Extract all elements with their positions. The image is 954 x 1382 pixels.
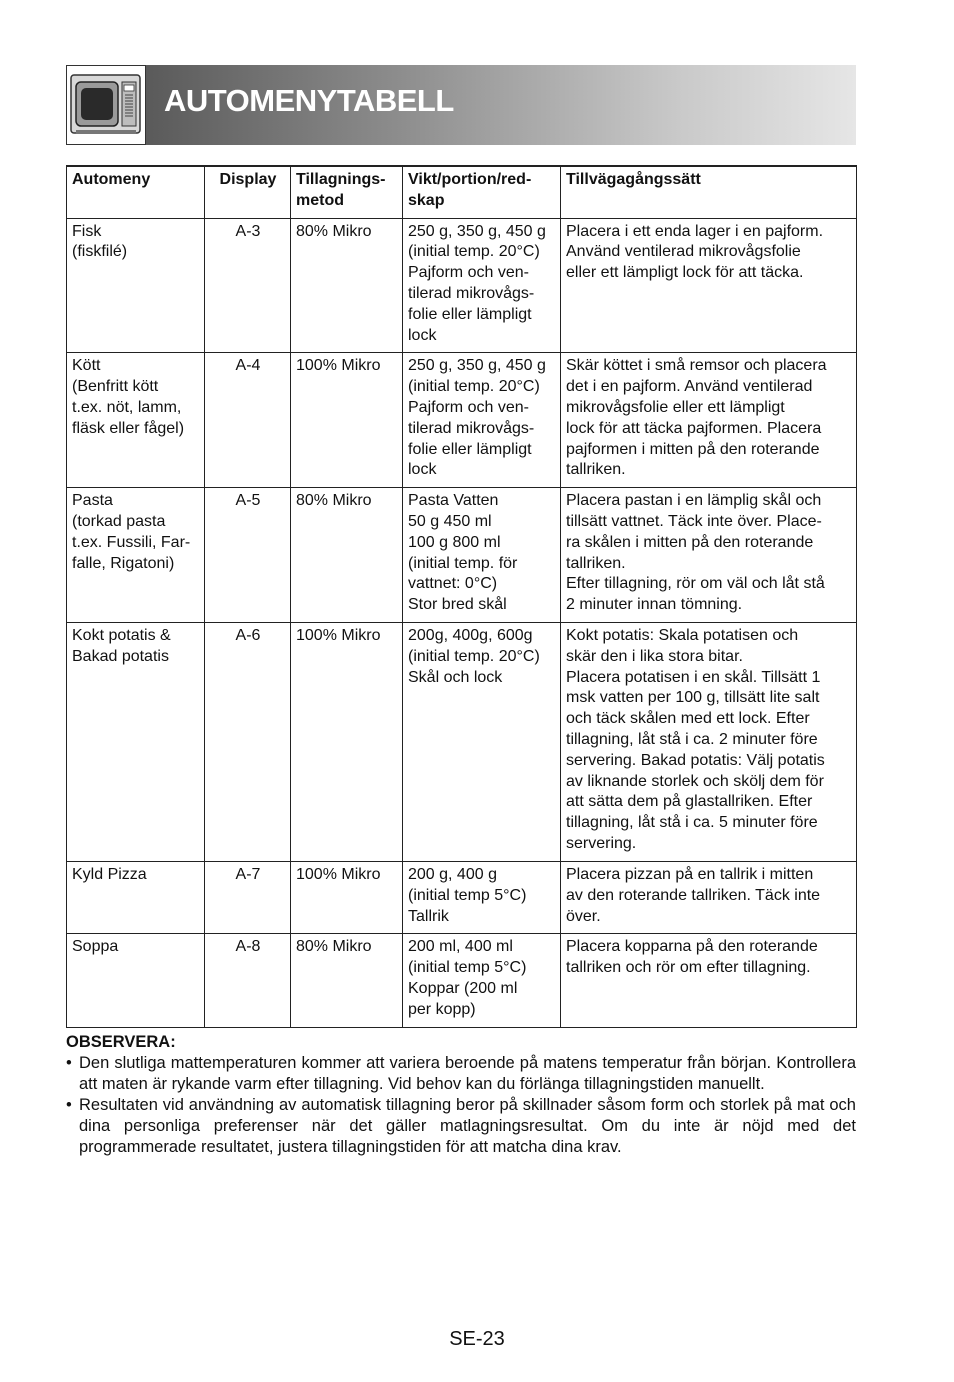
table-row xyxy=(67,488,857,623)
table-row xyxy=(67,353,857,488)
cell-display: A-6 xyxy=(205,622,291,861)
list-item xyxy=(66,1053,856,1095)
cell-menu: Kokt potatis & Bakad potatis xyxy=(67,622,205,861)
cell-display: A-7 xyxy=(205,861,291,933)
section-header xyxy=(66,65,856,145)
cell-procedure: Skär köttet i små remsor och placera det i en pajform. Använd ventilerad mikrovågsfolie eller ett lämpligt lock för att täcka pajformen. Placera pajformen i mitten på den roterande tallriken. xyxy=(561,353,857,488)
cell-weight: 250 g, 350 g, 450 g (initial temp. 20°C) Pajform och ven- tilerad mikrovågs- folie eller lämpligt lock xyxy=(403,218,561,353)
cell-display: A-4 xyxy=(205,353,291,488)
auto-menu-table xyxy=(66,165,857,1028)
notes-list xyxy=(66,1053,856,1158)
cell-method: 100% Mikro xyxy=(291,353,403,488)
cell-procedure: Placera pastan i en lämplig skål och tillsätt vattnet. Täck inte över. Place- ra skålen i mitten på den roterande tallriken. Efter tillagning, rör om väl och låt stå 2 minuter innan tömning. xyxy=(561,488,857,623)
cell-weight: 200 g, 400 g (initial temp 5°C) Tallrik xyxy=(403,861,561,933)
cell-method: 100% Mikro xyxy=(291,622,403,861)
note-text: Den slutliga mattemperaturen kommer att variera beroende på matens temperatur från början. Kontrollera att maten är rykande varm efter tillagning. Vid behov kan du förlänga tillagningstiden manuellt. xyxy=(79,1054,856,1093)
cell-method: 80% Mikro xyxy=(291,488,403,623)
table-row xyxy=(67,218,857,353)
bullet-icon: • xyxy=(66,1054,72,1072)
header-menu: Automeny xyxy=(67,166,205,218)
cell-menu: Soppa xyxy=(67,934,205,1027)
header-method: Tillagnings- metod xyxy=(291,166,403,218)
note-text: Resultaten vid användning av automatisk tillagning beror på skillnader såsom form och storlek på mat och dina personliga preferenser när det gäller matlagningsresultat. Om du inte är nöjd med det programmerade resultatet, justera tillagningstiden för att matcha dina krav. xyxy=(79,1096,856,1156)
table-header-row xyxy=(67,166,857,218)
cell-procedure: Placera kopparna på den roterande tallriken och rör om efter tillagning. xyxy=(561,934,857,1027)
table-row xyxy=(67,934,857,1027)
cell-method: 100% Mikro xyxy=(291,861,403,933)
notes-section xyxy=(66,1032,856,1158)
cell-display: A-3 xyxy=(205,218,291,353)
cell-procedure: Placera i ett enda lager i en pajform. Använd ventilerad mikrovågsfolie eller ett lämpligt lock för att täcka. xyxy=(561,218,857,353)
cell-method: 80% Mikro xyxy=(291,218,403,353)
bullet-icon: • xyxy=(66,1096,72,1114)
table-row xyxy=(67,622,857,861)
cell-display: A-5 xyxy=(205,488,291,623)
cell-weight: 200g, 400g, 600g (initial temp. 20°C) Skål och lock xyxy=(403,622,561,861)
page-title: AUTOMENYTABELL xyxy=(164,83,454,118)
page-number: SE-23 xyxy=(449,1328,505,1350)
table-row xyxy=(67,861,857,933)
cell-menu: Kyld Pizza xyxy=(67,861,205,933)
header-display: Display xyxy=(205,166,291,218)
notes-heading: OBSERVERA: xyxy=(66,1033,176,1051)
cell-menu: Pasta (torkad pasta t.ex. Fussili, Far- falle, Rigatoni) xyxy=(67,488,205,623)
cell-display: A-8 xyxy=(205,934,291,1027)
cell-menu: Fisk (fiskfilé) xyxy=(67,218,205,353)
cell-menu: Kött (Benfritt kött t.ex. nöt, lamm, fläsk eller fågel) xyxy=(67,353,205,488)
cell-procedure: Kokt potatis: Skala potatisen och skär den i lika stora bitar. Placera potatisen i en skål. Tillsätt 1 msk vatten per 100 g, tillsätt lite salt och täck skålen med ett lock. Efter tillagning, låt stå i ca. 2 minuter före servering. Bakad potatis: Välj potatis av liknande storlek och skölj dem för att sätta dem på glastallriken. Efter tillagning, låt stå i ca. 5 minuter före servering. xyxy=(561,622,857,861)
cell-weight: 200 ml, 400 ml (initial temp 5°C) Koppar (200 ml per kopp) xyxy=(403,934,561,1027)
header-weight: Vikt/portion/red- skap xyxy=(403,166,561,218)
cell-weight: 250 g, 350 g, 450 g (initial temp. 20°C) Pajform och ven- tilerad mikrovågs- folie eller lämpligt lock xyxy=(403,353,561,488)
list-item xyxy=(66,1095,856,1158)
cell-weight: Pasta Vatten 50 g 450 ml 100 g 800 ml (initial temp. för vattnet: 0°C) Stor bred skål xyxy=(403,488,561,623)
header-banner xyxy=(146,65,856,145)
header-procedure: Tillvägagångssätt xyxy=(561,166,857,218)
cell-procedure: Placera pizzan på en tallrik i mitten av den roterande tallriken. Täck inte över. xyxy=(561,861,857,933)
microwave-icon xyxy=(66,65,146,145)
cell-method: 80% Mikro xyxy=(291,934,403,1027)
